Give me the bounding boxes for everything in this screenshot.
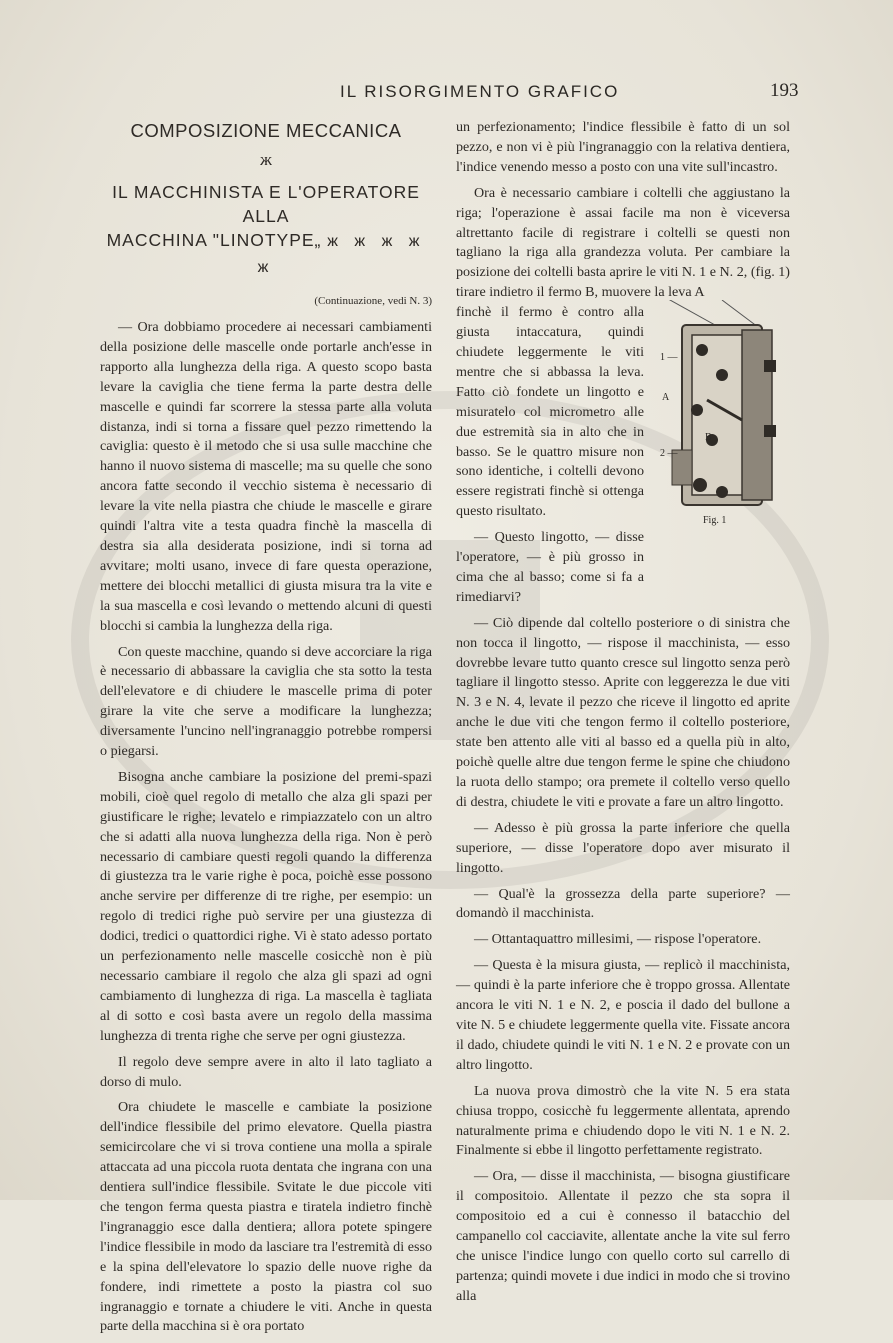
figure-label-a: A xyxy=(662,392,670,403)
paragraph: — Ora, — disse il macchinista, — bisogna giustificare il compositoio. Allentate il pezzo che sta sopra il compositoio ed a cui è connesso il batacchio del campanello col cacciavite, allentate anche la vite sul ferro che unisce l'indice lungo con quello corto sul carrello di partenza; quindi movete i due indici in modo che si trovino alla xyxy=(456,1168,790,1304)
paragraph: — Questo lingotto, — disse l'operatore, — è più grosso in cima che al basso; come si fa a rimediarvi? xyxy=(456,529,644,605)
left-column xyxy=(100,118,432,1343)
paragraph: La nuova prova dimostrò che la vite N. 5 era stata chiusa troppo, cosicchè fu leggermente allentata, aprendo naturalmente prima e chiudendo dopo le viti N. 1 e N. 2. Finalmente si ebbe il lingotto perfettamente registrato. xyxy=(456,1082,790,1159)
paragraph: Ora chiudete le mascelle e cambiate la posizione dell'indice flessibile del primo elevatore. Quella piastra semicircolare che vi si trova contiene una molla a spirale attaccata ad una piccola ruota dentata che ingrana con una dentiera sull'indice flessibile. Svitate le due piccole viti che tengon ferma questa piastra e tiratela indietro finchè l'ingranaggio esce dalla dentiera; allora potete spingere l'indice flessibile in modo da lasciare tra l'estremità di esso e la spina dell'elevatore lo spazio delle nuove righe da fondere, indi rimettete a posto la piastra col suo ingranaggio e tornate a chiudere le viti. Anche in questa parte della macchina si è ora portato xyxy=(100,1099,432,1335)
article-title-line-2 xyxy=(100,228,432,280)
paragraph: — Ora dobbiamo procedere ai necessari cambiamenti della posizione delle mascelle onde portarle anch'esse in rapporto alla lunghezza della riga. A questo scopo basta levare la caviglia che tiene ferma la parte destra delle mascelle e quindi far scorrere la stessa parte alla voluta distanza, indi si torna a fissare quel pezzo rimettendo la caviglia: questo è il metodo che si usa sulle macchine che hanno il nuovo sistema di mascelle; ma su quelle che sono ancora fatte secondo il vecchio sistema è necessario di levare la vite nella piastra che chiude le mascelle e girare quindi l'altra vite a testa quadra finchè la mascella di destra sia alla desiderata posizione, indi si torna ad avvitare; molti usano, invece di fare questa operazione, mettere dei blocchi metallici di giusta misura tra la vite e la sua mascella e così levando o mettendo alcuni di questi blocchi si cambia la lunghezza della riga. xyxy=(100,319,432,634)
machine-figure xyxy=(652,300,800,530)
page-header xyxy=(0,82,893,108)
figure-caption: Fig. 1 xyxy=(703,515,727,526)
paragraph: Ora è necessario cambiare i coltelli che aggiustano la riga; l'operazione è assai facile ma non è viceversa altrettanto facile di registrare i coltelli se questi non tagliano la riga alla grandezza voluta. Per cambiare la posizione dei coltelli basta aprire le viti N. 1 e N. 2, (fig. 1) tirare indietro il fermo B, muovere la leva A xyxy=(456,184,790,301)
paragraph: Bisogna anche cambiare la posizione del premi-spazi mobili, cioè quel regolo di metallo che alza gli spazi per giustificare le righe; levatelo e rimpiazzatelo con un altro che si adatti alla nuova lunghezza della riga. Non è però necessario di cambiare questi regoli quando la differenza di giustezza tra le varie righe è poca, poichè esse possono anche servire per differenze di tre righe, per esempio: un regolo di tredici righe può servire per una giustezza di dodici, tredici o quattordici righe. Vi è stato adesso portato un perfezionamento nelle mascelle cosicchè non è più necessario cambiare il regolo che alza gli spazi ad ogni cambiamento di lunghezza di riga. La mascella è tagliata al di sotto e così basta avere un regolo della massima lunghezza di trenta righe che serve per ogni giustezza. xyxy=(100,768,432,1044)
article-title-line-1: IL MACCHINISTA E L'OPERATORE ALLA xyxy=(112,182,420,226)
paragraph: — Adesso è più grossa la parte inferiore che quella superiore, — disse l'operatore dopo aver misurato il lingotto. xyxy=(456,819,790,876)
paragraph: Il regolo deve sempre avere in alto il lato tagliato a dorso di mulo. xyxy=(100,1053,432,1090)
paragraph: — Qual'è la grossezza della parte superiore? — domandò il macchinista. xyxy=(456,885,790,922)
ornament-icon: ж xyxy=(260,150,272,169)
paragraph: Con queste macchine, quando si deve accorciare la riga è necessario di abbassare la caviglia che sta sotto la testa dell'elevatore e di chiudere le mascelle prima di poter girare la vite che serve a modificare la lunghezza; diversamente l'uncino nell'ingranaggio potrebbe rompersi o piegarsi. xyxy=(100,643,432,760)
page-number: 193 xyxy=(770,80,799,101)
figure-label-1: 1 — xyxy=(660,352,678,363)
right-column xyxy=(456,118,790,1313)
paragraph: un perfezionamento; l'indice flessibile è fatto di un sol pezzo, e non vi è più l'ingranaggio con la relativa dentiera, l'indice venendo messo a posto con una vite sull'incastro. xyxy=(456,119,790,175)
title-ornaments: ж ж ж ж ж xyxy=(257,233,426,276)
article-title-text: MACCHINA "LINOTYPE„ xyxy=(106,230,322,250)
running-head: IL RISORGIMENTO GRAFICO xyxy=(340,82,620,101)
paragraph: — Questa è la misura giusta, — replicò il macchinista, — quindi è la parte inferiore che è troppo grossa. Allentate ancora le viti N. 1 e N. 2, e poscia il dado del bullone a vite N. 5 e chiudete leggermente quella vite. Fissate ancora il dado, chiudete quindi le viti N. 1 e N. 2 e provate con un altro lingotto. xyxy=(456,957,790,1073)
continuation-note: (Continuazione, vedi N. 3) xyxy=(314,295,432,307)
paragraph: finchè il fermo è contro alla giusta intaccatura, quindi chiudete leggermente le viti mentre che si abbassa la leva. Fatto ciò fondete un lingotto e misuratelo col micrometro alle due estremità sia in alto che in basso. Se le quattro misure non sono identiche, i coltelli devono essere registrati finchè si ottenga questo risultato. xyxy=(456,304,644,520)
paragraph: — Ciò dipende dal coltello posteriore o di sinistra che non tocca il lingotto, — rispose il macchinista, — esso dovrebbe levare tutto quanto cresce sul lingotto senza però tagliare il lingotto stesso. Aprite con leggerezza le due viti N. 3 e N. 4, levate il pezzo che riceve il lingotto ed aprite anche le due viti che tengon fermo il coltello posteriore, state ben attento alle viti al basso ed a quella più in alto, poichè quelle altre due tengon ferme le spine che chiudono la ruota dello stampo; ora premete il coltello verso quello di destra, chiudete le viti e provate a fare un altro lingotto. xyxy=(456,614,790,810)
paragraph: — Ottantaquattro millesimi, — rispose l'operatore. xyxy=(474,931,762,948)
figure-label-2: 2 — xyxy=(660,448,678,459)
figure-label-b: B xyxy=(705,432,712,443)
section-title: COMPOSIZIONE MECCANICA xyxy=(130,120,402,141)
